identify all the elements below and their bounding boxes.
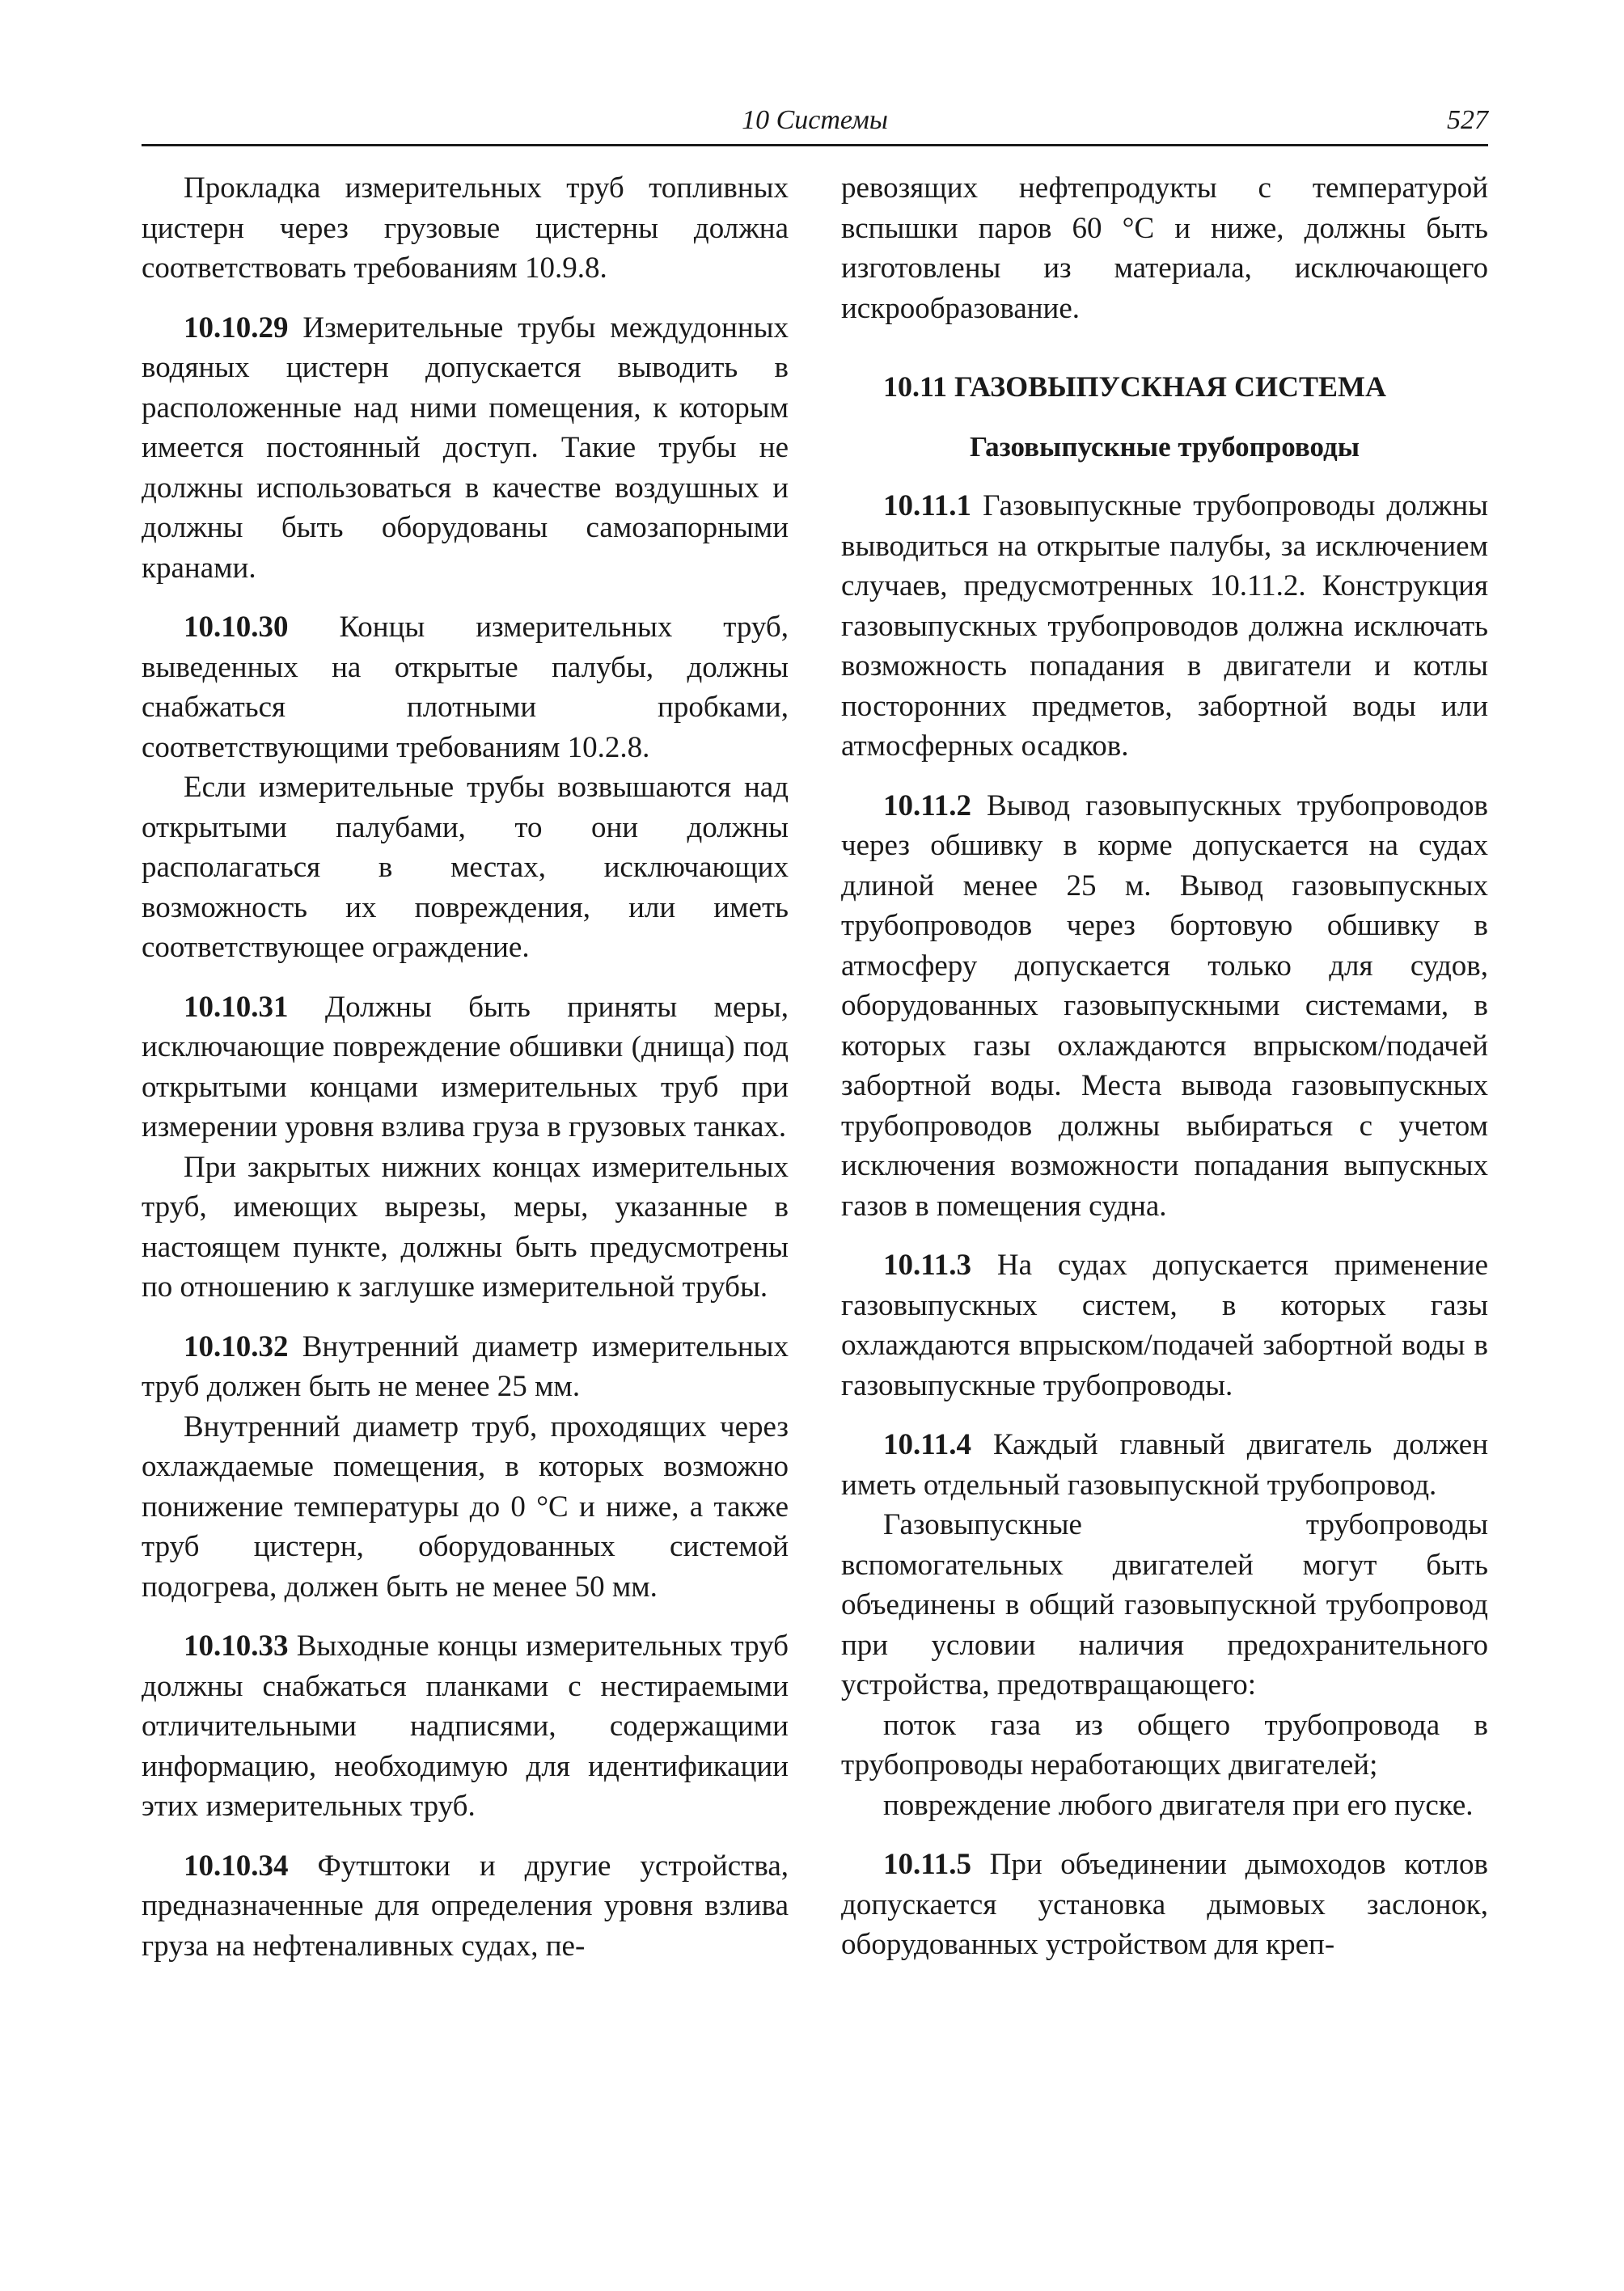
- paragraph-text: Выходные концы измерительных труб должны снабжаться планками с нестираемыми отличительными надписями, содержащими информацию, необходимую для идентификации этих измерительных труб.: [142, 1629, 789, 1823]
- clause-number: 10.10.34: [184, 1849, 289, 1883]
- page-header: [142, 104, 1488, 146]
- paragraph-text: Каждый главный двигатель должен иметь отдельный газовыпускной трубопровод.: [841, 1428, 1489, 1502]
- clause-number: 10.10.31: [184, 990, 289, 1024]
- clause-number: 10.11.1: [883, 489, 971, 522]
- paragraph-10-10-31-cont: [142, 1148, 789, 1308]
- paragraph-10-10-30-cont: [142, 767, 789, 968]
- paragraph-text: При закрытых нижних концах измерительных труб, имеющих вырезы, меры, указанные в настоящем пункте, должны быть предусмотрены по отношению к заглушке измерительной трубы.: [142, 1150, 789, 1304]
- paragraph-text: При объединении дымоходов котлов допускается установка дымовых заслонок, оборудованных устройством для креп-: [841, 1848, 1488, 1961]
- clause-number: 10.10.32: [184, 1329, 289, 1363]
- paragraph-10-11-2: [841, 786, 1488, 1227]
- clause-number: 10.10.33: [184, 1629, 289, 1663]
- paragraph-text: Вывод газовыпускных трубопроводов через обшивку в корме допускается на судах длиной менее 25 м. Вывод газовыпускных трубопроводов через бортовую обшивку в атмосферу допускается только для судов, оборудованных газовыпускными системами, в которых газы охлаждаются впрыском/подачей забортной воды. Места вывода газовыпускных трубопроводов должны выбираться с учетом исключения возможности попадания выпускных газов в помещения судна.: [841, 788, 1489, 1223]
- clause-number: 10.10.29: [184, 311, 289, 344]
- paragraph-text: Футштоки и другие устройства, предназначенные для определения уровня взлива груза на нефтеналивных судах, пе-: [142, 1849, 789, 1963]
- section-title: 10.11 ГАЗОВЫПУСКНАЯ СИСТЕМА: [883, 370, 1386, 403]
- paragraph-10-10-32-cont: [142, 1407, 789, 1608]
- paragraph-text: ревозящих нефтепродукты с температурой вспышки паров 60 °С и ниже, должны быть изготовлены из материала, исключающего искрообразование.: [841, 171, 1488, 325]
- right-column: [841, 168, 1488, 1965]
- left-column: [142, 168, 789, 1966]
- paragraph-10-10-32: [142, 1327, 789, 1407]
- paragraph-10-10-34: [142, 1846, 789, 1967]
- paragraph-text: На судах допускается применение газовыпускных систем, в которых газы охлаждаются впрыском/подачей забортной воды в газовыпускные трубопроводы.: [841, 1249, 1488, 1402]
- paragraph-intro: [142, 168, 789, 289]
- paragraph-10-11-5: [841, 1845, 1488, 1965]
- clause-number: 10.11.5: [883, 1848, 971, 1881]
- paragraph-text: Газовыпускные трубопроводы вспомогательных двигателей могут быть объединены в общий газовыпускной трубопровод при условии наличия предохранительного устройства, предотвращающего:: [841, 1508, 1488, 1701]
- paragraph-10-10-31: [142, 987, 789, 1148]
- paragraph-text: повреждение любого двигателя при его пуске.: [883, 1788, 1474, 1822]
- paragraph-text: поток газа из общего трубопровода в трубопроводы неработающих двигателей;: [841, 1708, 1488, 1782]
- paragraph-10-11-4-cont: [841, 1505, 1488, 1706]
- clause-number: 10.11.2: [883, 788, 971, 822]
- list-item: [841, 1786, 1488, 1826]
- page-number: 527: [1447, 105, 1488, 135]
- paragraph-text: Измерительные трубы междудонных водяных цистерн допускается выводить в расположенные над ними помещения, к которым имеется постоянный доступ. Такие трубы не должны использоваться в качестве воздушных и должны быть оборудованы самозапорными кранами.: [142, 311, 789, 585]
- paragraph-10-11-4: [841, 1425, 1488, 1505]
- paragraph-text: Должны быть приняты меры, исключающие повреждение обшивки (днища) под открытыми концами измерительных труб при измерении уровня взлива груза в грузовых танках.: [142, 990, 789, 1143]
- subsection-title: Газовыпускные трубопроводы: [969, 430, 1360, 463]
- paragraph-10-10-29: [142, 308, 789, 589]
- clause-number: 10.10.30: [184, 611, 289, 644]
- paragraph-text: Внутренний диаметр труб, проходящих через охлаждаемые помещения, в которых возможно понижение температуры до 0 °С и ниже, а также труб цистерн, оборудованных системой подогрева, должен быть не менее 50 мм.: [142, 1410, 789, 1604]
- paragraph-10-10-30: [142, 607, 789, 767]
- paragraph-text: Газовыпускные трубопроводы должны выводиться на открытые палубы, за исключением случаев, предусмотренных 10.11.2. Конструкция газовыпускных трубопроводов должна исключать возможность попадания в двигатели и котлы посторонних предметов, забортной воды или атмосферных осадков.: [841, 489, 1488, 763]
- paragraph-text: Внутренний диаметр измерительных труб должен быть не менее 25 мм.: [142, 1329, 789, 1403]
- clause-number: 10.11.4: [883, 1428, 971, 1461]
- paragraph-text: Если измерительные трубы возвышаются над открытыми палубами, то они должны располагаться в местах, исключающих возможность их повреждения, или иметь соответствующее ограждение.: [142, 771, 789, 964]
- paragraph-text: Концы измерительных труб, выведенных на открытые палубы, должны снабжаться плотными пробками, соответствующими требованиям 10.2.8.: [142, 611, 789, 764]
- paragraph-10-10-34-cont: [841, 168, 1488, 328]
- clause-number: 10.11.3: [883, 1249, 971, 1282]
- paragraph-10-10-33: [142, 1626, 789, 1827]
- paragraph-10-11-1: [841, 486, 1488, 767]
- list-item: [841, 1706, 1488, 1786]
- paragraph-text: Прокладка измерительных труб топливных цистерн через грузовые цистерны должна соответствовать требованиям 10.9.8.: [142, 171, 789, 285]
- paragraph-10-11-3: [841, 1245, 1488, 1405]
- running-title: 10 Системы: [742, 105, 888, 135]
